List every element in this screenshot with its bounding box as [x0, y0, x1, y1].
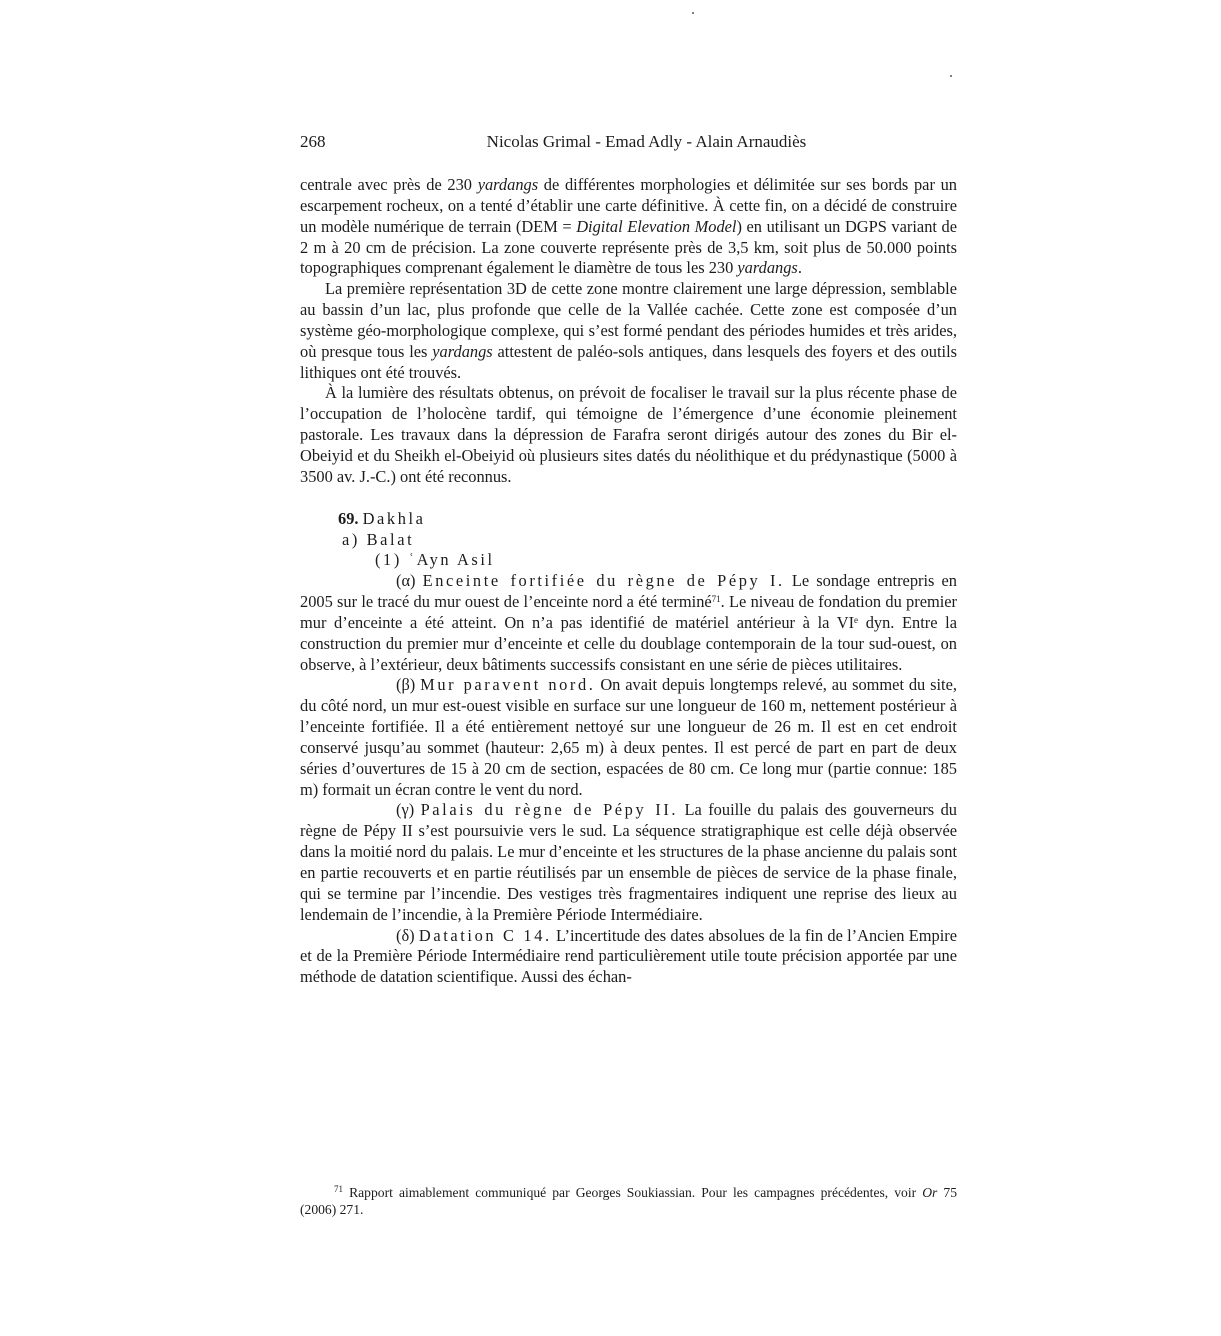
footnote-ref: 71 — [711, 594, 721, 605]
subsection-paragraph: (δ) Datation C 14. L’incertitude des dates absolues de la fin de l’Ancien Empire et de la Première Période Intermédiaire rend particulièrement utile toute précision apportée par une méthode de datation scientifique. Aussi des échan- — [300, 925, 957, 987]
paragraph: centrale avec près de 230 yardangs de différentes morphologies et délimitée sur ses bords par un escarpement rocheux, on a tenté d’établir une carte définitive. À cette fin, on a décidé de construire un modèle numérique de terrain (DEM = Digital Elevation Model) en utilisant un DGPS variant de 2 m à 20 cm de précision. La zone couverte représente près de 3,5 km, soit plus de 50.000 points topographiques comprenant également le diamètre de tous les 230 yardangs. — [300, 175, 957, 278]
paragraph: À la lumière des résultats obtenus, on prévoit de focaliser le travail sur la plus récente phase de l’occupation de l’holocène tardif, qui témoigne de l’émergence d’une économie pleinement pastorale. Les travaux dans la dépression de Farafra seront dirigés autour des zones du Bir el-Obeiyid et du Sheikh el-Obeiyid où plusieurs sites datés du néolithique et du prédynastique (5000 à 3500 av. J.-C.) ont été reconnus. — [300, 383, 957, 486]
scan-speck — [950, 75, 952, 77]
footnote: $^{71}$ Rapport aimablement communiqué par Georges Soukiassian. Pour les campagnes précédentes, voir Or 75 (2006) 271. — [300, 1184, 957, 1217]
page-number: 268 — [300, 132, 326, 151]
section-heading — [300, 509, 957, 530]
running-title: Nicolas Grimal - Emad Adly - Alain Arnaudiès — [486, 132, 807, 151]
section-title: Dakhla — [362, 508, 426, 528]
subsection-heading: a) Balat — [342, 529, 415, 549]
section-number: 69. — [338, 508, 359, 528]
page-body — [300, 132, 957, 988]
paragraph: La première représentation 3D de cette zone montre clairement une large dépression, semblable au bassin d’un lac, plus profonde que celle de la Vallée cachée. Cette zone est composée d’un système géo-morphologique complexe, qui s’est formé pendant des périodes humides et très arides, où presque tous les yardangs attestent de paléo-sols antiques, dans lesquels des foyers et des outils lithiques ont été trouvés. — [300, 279, 957, 382]
subsection-paragraph: (α) Enceinte fortifiée du règne de Pépy I. Le sondage entrepris en 2005 sur le tracé du mur ouest de l’enceinte nord a été terminé$^{71}$. Le niveau de fondation du premier mur d’enceinte a été atteint. On n’a pas identifié de matériel antérieur à la VIe dyn. Entre la construction du premier mur d’enceinte et celle du doublage contemporain de la tour sud-ouest, on observe, à l’extérieur, deux bâtiments successifs consistant en une série de pièces utilitaires. — [300, 571, 958, 674]
scan-speck — [692, 12, 694, 14]
running-header — [300, 132, 957, 156]
subsection-paragraph: (β) Mur paravent nord. On avait depuis longtemps relevé, au sommet du site, du côté nord, un mur est-ouest visible en surface sur une longueur de 160 m, nettement postérieur à l’enceinte fortifiée. Il a été entièrement nettoyé sur une longueur de 26 m. Il est en cet endroit conservé jusqu’au sommet (hauteur: 2,65 m) à deux pentes. Il est percé de part en part de deux séries d’ouvertures de 15 à 20 cm de section, espacées de 80 cm. Ce long mur (partie connue: 185 m) formait un écran contre le vent du nord. — [300, 675, 957, 799]
subsection-heading: (1) ʿAyn Asil — [375, 550, 495, 570]
subsection-paragraph: (γ) Palais du règne de Pépy II. La fouille du palais des gouverneurs du règne de Pépy II s’est poursuivie vers le sud. La séquence stratigraphique est celle déjà observée dans la moitié nord du palais. Le mur d’enceinte et les structures de la phase ancienne du palais sont en partie recouverts et en partie réutilisés par un ensemble de pièces de service de la phase finale, qui se termine par l’incendie. Des vestiges très fragmentaires indiquent une reprise des lieux au lendemain de l’incendie, à la Première Période Intermédiaire. — [300, 800, 957, 924]
footnote-number: 71 — [334, 1184, 343, 1194]
